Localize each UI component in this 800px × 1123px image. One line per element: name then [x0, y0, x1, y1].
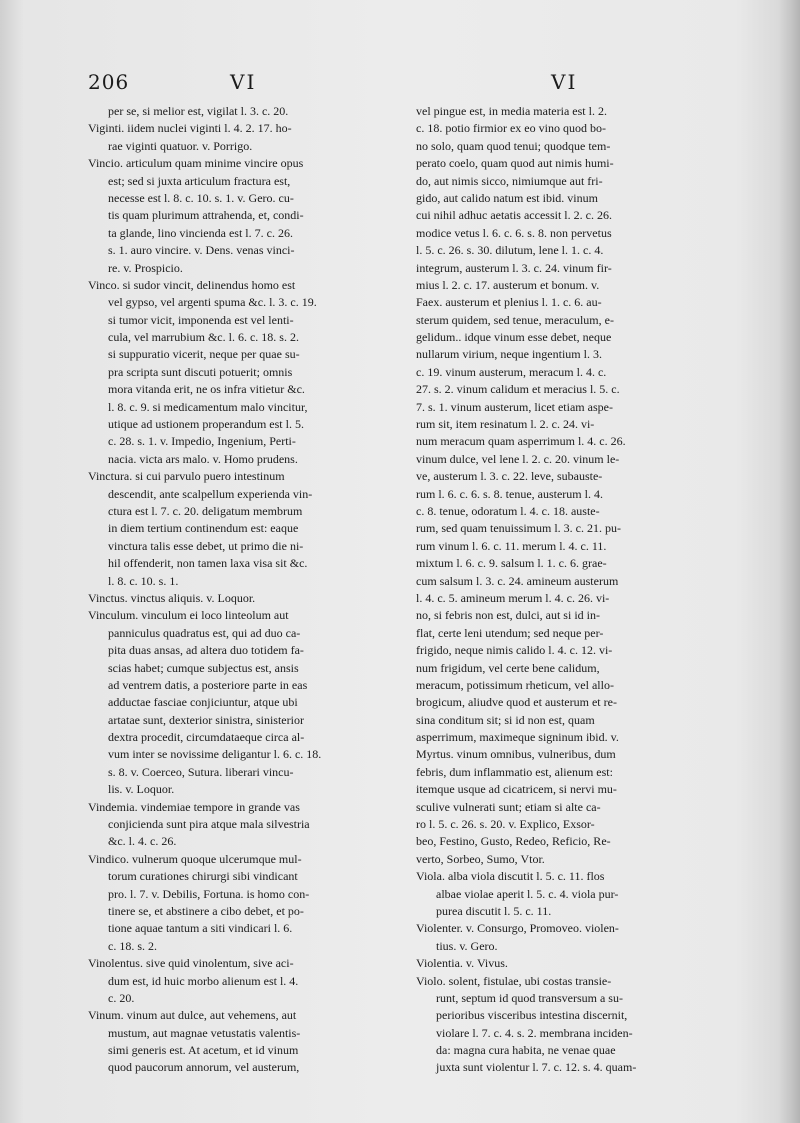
text-line: violare l. 7. c. 4. s. 2. membrana inciden-	[436, 1025, 633, 1040]
text-line: ctura est l. 7. c. 20. deligatum membrum	[108, 503, 303, 518]
text-line: Viola. alba viola discutit l. 5. c. 11. flos	[416, 869, 605, 884]
text-line: cum salsum l. 3. c. 24. amineum austerum	[416, 573, 619, 588]
text-line: tinere se, et abstinere a cibo debet, et po-	[108, 903, 304, 918]
text-line: rum l. 6. c. 6. s. 8. tenue, austerum l. 4.	[416, 486, 603, 501]
text-line: Myrtus. vinum omnibus, vulneribus, dum	[416, 747, 616, 762]
text-line: ro l. 5. c. 26. s. 20. v. Explico, Exsor-	[416, 817, 595, 832]
text-line: Vinco. si sudor vincit, delinendus homo est	[88, 277, 296, 292]
text-line: dextra procedit, circumdataeque circa al-	[108, 730, 305, 745]
text-line: Violenter. v. Consurgo, Promoveo. violen-	[416, 921, 619, 936]
text-line: si tumor vicit, imponenda est vel lenti-	[108, 312, 294, 327]
text-line: simi generis est. At acetum, et id vinum	[108, 1043, 299, 1058]
text-line: cui nihil adhuc aetatis accessit l. 2. c. 26.	[416, 208, 612, 223]
text-line: verto, Sorbeo, Sumo, Vtor.	[416, 851, 545, 866]
page-edge-shadow	[778, 0, 800, 1123]
text-line: scias habet; cumque subjectus est, ansis	[108, 660, 299, 675]
text-line: vel gypso, vel argenti spuma &c. l. 3. c. 19.	[108, 295, 317, 310]
text-line: perioribus visceribus intestina discernit,	[436, 1008, 628, 1023]
text-line: c. 19. vinum austerum, meracum l. 4. c.	[416, 364, 607, 379]
text-line: itemque usque ad cicatricem, si nervi mu-	[416, 782, 617, 797]
text-line: rum sit, item resinatum l. 2. c. 24. vi-	[416, 417, 595, 432]
text-line: beo, Festino, Gusto, Redeo, Reficio, Re-	[416, 834, 611, 849]
text-line: s. 1. auro vincire. v. Dens. venas vinci-	[108, 243, 295, 258]
text-line: runt, septum id quod transversum a su-	[436, 990, 623, 1005]
text-line: purea discutit l. 5. c. 11.	[436, 903, 552, 918]
text-line: in diem tertium continendum est: eaque	[108, 521, 299, 536]
text-line: Vinum. vinum aut dulce, aut vehemens, aut	[88, 1008, 297, 1023]
text-line: c. 28. s. 1. v. Impedio, Ingenium, Perti-	[108, 434, 296, 449]
text-line: Viginti. iidem nuclei viginti l. 4. 2. 17. ho-	[88, 121, 292, 136]
text-line: albae violae aperit l. 5. c. 4. viola pur-	[436, 886, 619, 901]
text-line: hil offenderit, non tamen laxa visa sit &c.	[108, 556, 308, 571]
text-line: tione aquae tantum a siti vindicari l. 6.	[108, 921, 293, 936]
text-line: Vinctus. vinctus aliquis. v. Loquor.	[88, 590, 256, 605]
text-line: ve, austerum l. 3. c. 22. leve, subauste-	[416, 469, 603, 484]
text-line: frigido, neque nimis calido l. 4. c. 12. vi-	[416, 643, 613, 658]
text-line: juxta sunt violentur l. 7. c. 12. s. 4. quam-	[436, 1060, 637, 1075]
text-line: quod paucorum annorum, vel austerum,	[108, 1060, 300, 1075]
text-line: l. 4. c. 5. amineum merum l. 4. c. 26. vi-	[416, 590, 610, 605]
text-line: torum curationes chirurgi sibi vindicant	[108, 869, 298, 884]
text-line: c. 8. tenue, odoratum l. 4. c. 18. auste-	[416, 503, 600, 518]
text-line: perato coelo, quam quod aut nimis humi-	[416, 156, 614, 171]
text-line: Faex. austerum et plenius l. 1. c. 6. au-	[416, 295, 602, 310]
text-line: da: magna cura habita, ne venae quae	[436, 1043, 616, 1058]
running-head-right: VI	[551, 70, 578, 94]
text-line: Vindemia. vindemiae tempore in grande vas	[88, 799, 300, 814]
running-head-left: VI	[230, 70, 257, 94]
text-line: rum, sed quam tenuissimum l. 3. c. 21. pu-	[416, 521, 621, 536]
text-line: &c. l. 4. c. 26.	[108, 834, 177, 849]
text-line: c. 20.	[108, 990, 135, 1005]
text-line: 7. s. 1. vinum austerum, licet etiam aspe-	[416, 399, 613, 414]
text-line: est; sed si juxta articulum fractura est,	[108, 173, 291, 188]
text-line: cula, vel marrubium &c. l. 6. c. 18. s. 2.	[108, 330, 299, 345]
text-line: Vinolentus. sive quid vinolentum, sive aci-	[88, 956, 294, 971]
text-line: s. 8. v. Coerceo, Sutura. liberari vincu-	[108, 764, 294, 779]
text-line: asperrimum, maximeque signinum ibid. v.	[416, 730, 619, 745]
text-line: num frigidum, vel certe bene calidum,	[416, 660, 600, 675]
text-line: conjicienda sunt pira atque mala silvestria	[108, 817, 310, 832]
text-line: artatae sunt, dexterior sinistra, sinisterior	[108, 712, 304, 727]
text-line: flat, certe leni utendum; sed neque per-	[416, 625, 604, 640]
text-line: modice vetus l. 6. c. 6. s. 8. non pervetus	[416, 225, 612, 240]
text-line: meracum, potissimum rheticum, vel allo-	[416, 677, 614, 692]
text-line: nullarum virium, neque ingentium l. 3.	[416, 347, 602, 362]
text-line: l. 8. c. 9. si medicamentum malo vincitur,	[108, 399, 308, 414]
text-line: per se, si melior est, vigilat l. 3. c. 20.	[108, 104, 289, 118]
page-number: 206	[88, 70, 130, 94]
text-line: no solo, quam quod tenui; quodque tem-	[416, 138, 611, 153]
text-line: do, aut nimis sicco, nimiumque aut fri-	[416, 173, 603, 188]
text-line: brogicum, aliudve quod et austerum et re-	[416, 695, 617, 710]
text-line: gido, aut calido natum est ibid. vinum	[416, 190, 598, 205]
text-line: mustum, aut magnae vetustatis valentis-	[108, 1025, 301, 1040]
text-line: pita duas ansas, ad altera duo totidem fa-	[108, 643, 304, 658]
text-line: no, si febris non est, dulci, aut si id in-	[416, 608, 600, 623]
text-line: Violo. solent, fistulae, ubi costas transie-	[416, 973, 612, 988]
text-line: descendit, ante scalpellum experienda vin-	[108, 486, 313, 501]
text-line: l. 8. c. 10. s. 1.	[108, 573, 179, 588]
text-line: integrum, austerum l. 3. c. 24. vinum fir-	[416, 260, 612, 275]
text-line: mixtum l. 6. c. 9. salsum l. 1. c. 6. grae-	[416, 556, 607, 571]
text-line: pra scripta sunt discuti potuerit; omnis	[108, 364, 293, 379]
right-column	[416, 103, 720, 1077]
text-line: ta glande, lino vincienda est l. 7. c. 26.	[108, 225, 293, 240]
text-line: adductae fasciae conjiciuntur, atque ubi	[108, 695, 298, 710]
text-line: mius l. 2. c. 17. austerum et bonum. v.	[416, 277, 600, 292]
text-line: Vincio. articulum quam minime vincire opus	[88, 156, 304, 171]
text-line: nacia. victa ars malo. v. Homo prudens.	[108, 451, 298, 466]
text-line: vinum dulce, vel lene l. 2. c. 20. vinum le-	[416, 451, 620, 466]
text-line: tis quam plurimum attrahenda, et, condi-	[108, 208, 304, 223]
text-line: vinctura talis esse debet, ut primo die ni-	[108, 538, 304, 553]
text-line: vel pingue est, in media materia est l. 2.	[416, 104, 607, 118]
text-line: si suppuratio vicerit, neque per quae su-	[108, 347, 300, 362]
text-line: gelidum.. idque vinum esse debet, neque	[416, 330, 612, 345]
text-line: l. 5. c. 26. s. 30. dilutum, lene l. 1. c. 4.	[416, 243, 604, 258]
text-line: vum inter se novissime deligantur l. 6. c. 18.	[108, 747, 322, 762]
text-line: Vinculum. vinculum ei loco linteolum aut	[88, 608, 289, 623]
text-line: Violentia. v. Vivus.	[416, 956, 508, 971]
text-line: lis. v. Loquor.	[108, 782, 175, 797]
text-line: utique ad ustionem properandum est l. 5.	[108, 417, 304, 432]
text-line: 27. s. 2. vinum calidum et meracius l. 5. c.	[416, 382, 620, 397]
text-line: febris, dum inflammatio est, alienum est:	[416, 764, 613, 779]
text-line: tius. v. Gero.	[436, 938, 498, 953]
page-header	[0, 70, 800, 100]
text-line: pro. l. 7. v. Debilis, Fortuna. is homo con-	[108, 886, 310, 901]
text-line: sterum quidem, sed tenue, meraculum, e-	[416, 312, 614, 327]
text-line: rae viginti quatuor. v. Porrigo.	[108, 138, 253, 153]
text-line: mora vitanda erit, ne os infra vitietur &c.	[108, 382, 305, 397]
text-line: num meracum quam asperrimum l. 4. c. 26.	[416, 434, 626, 449]
text-line: Vinctura. si cui parvulo puero intestinum	[88, 469, 285, 484]
text-line: c. 18. potio firmior ex eo vino quod bo-	[416, 121, 606, 136]
text-line: panniculus quadratus est, qui ad duo ca-	[108, 625, 301, 640]
text-line: ad ventrem datis, a posteriore parte in eas	[108, 677, 308, 692]
text-line: sculive vulnerati sunt; etiam si alte ca-	[416, 799, 601, 814]
text-line: dum est, id huic morbo alienum est l. 4.	[108, 973, 299, 988]
left-column	[88, 103, 400, 1077]
text-line: re. v. Prospicio.	[108, 260, 183, 275]
text-line: Vindico. vulnerum quoque ulcerumque mul-	[88, 851, 302, 866]
text-line: necesse est l. 8. c. 10. s. 1. v. Gero. cu-	[108, 190, 294, 205]
text-line: c. 18. s. 2.	[108, 938, 157, 953]
text-line: rum vinum l. 6. c. 11. merum l. 4. c. 11.	[416, 538, 607, 553]
text-line: sina conditum sit; si id non est, quam	[416, 712, 595, 727]
